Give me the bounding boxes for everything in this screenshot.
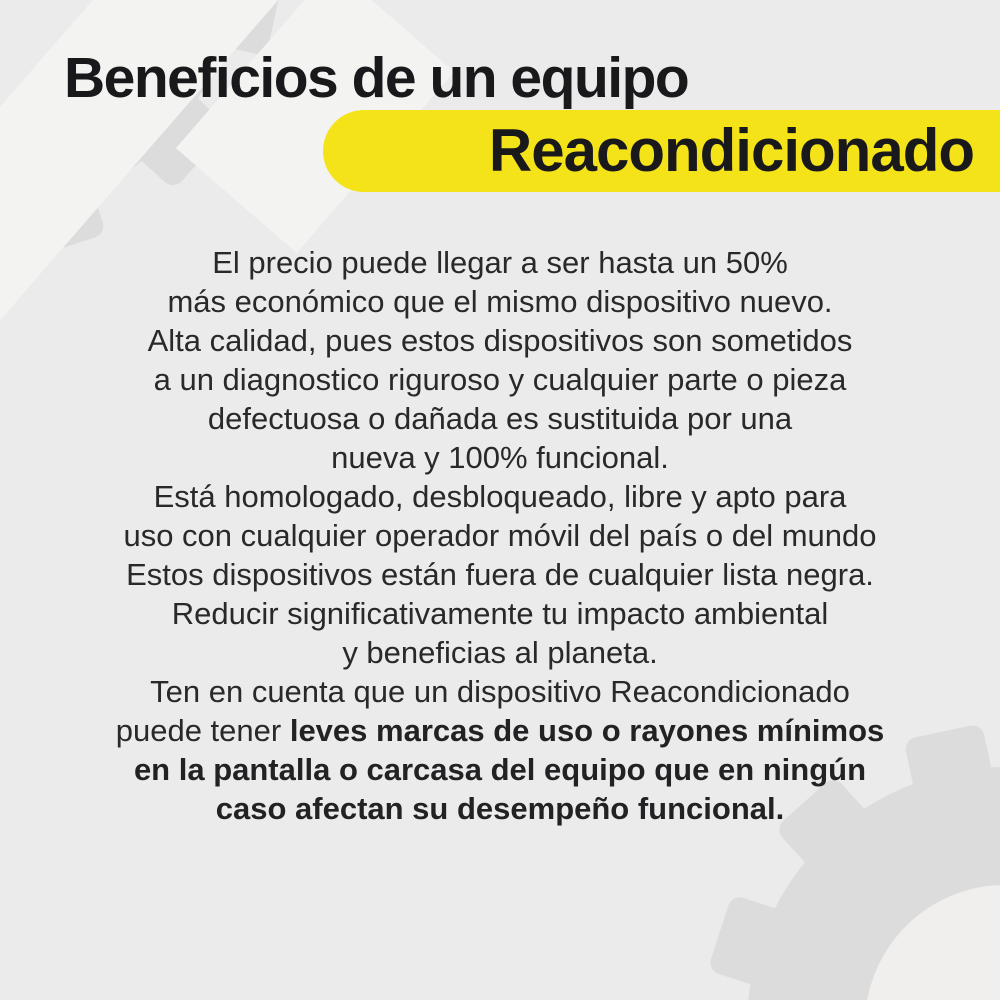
text-line: Estos dispositivos están fuera de cualquier lista negra. [126, 557, 874, 592]
text-line [28, 711, 972, 750]
title-highlight-text: Reacondicionado [488, 117, 974, 184]
text-line: nueva y 100% funcional. [331, 440, 669, 475]
title-highlight-pill [323, 110, 1000, 192]
benefit-blacklist [28, 555, 972, 594]
note-bold-text: leves marcas de uso o rayones mínimos [289, 713, 885, 748]
benefit-note [28, 672, 972, 828]
text-line: en la pantalla o carcasa del equipo que en ningún [133, 752, 867, 787]
benefit-unlocked [28, 477, 972, 555]
text-line: caso afectan su desempeño funcional. [215, 791, 785, 826]
text-line: más económico que el mismo dispositivo nuevo. [167, 284, 833, 319]
page-title: Beneficios de un equipo [64, 46, 689, 110]
text-line: defectuosa o dañada es sustituida por una [207, 401, 793, 436]
text-line: y beneficias al planeta. [342, 635, 658, 670]
benefit-quality [28, 321, 972, 477]
benefit-price [28, 243, 972, 321]
text-line: Ten en cuenta que un dispositivo Reacondicionado [150, 674, 850, 709]
text-line: Reducir significativamente tu impacto ambiental [171, 596, 829, 631]
text-line: uso con cualquier operador móvil del país o del mundo [123, 518, 877, 553]
text-line: Alta calidad, pues estos dispositivos son sometidos [147, 323, 853, 358]
benefits-list [28, 243, 972, 828]
text-line: El precio puede llegar a ser hasta un 50% [212, 245, 788, 280]
benefit-environment [28, 594, 972, 672]
text-line: a un diagnostico riguroso y cualquier parte o pieza [153, 362, 847, 397]
note-normal-text: puede tener [115, 713, 290, 748]
text-line: Está homologado, desbloqueado, libre y apto para [153, 479, 847, 514]
